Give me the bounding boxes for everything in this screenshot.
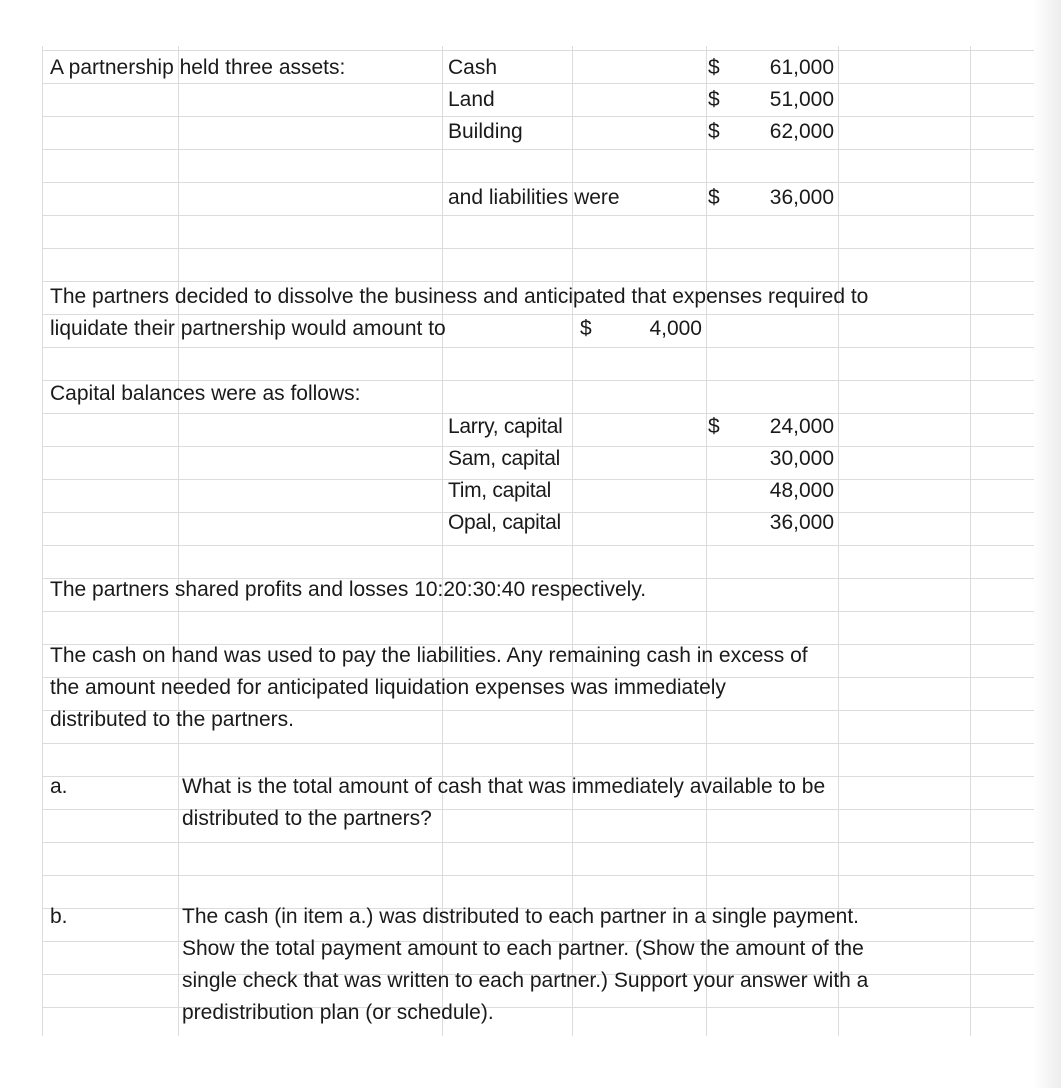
asset-amount-cash: 61,000 [769,56,834,79]
question-b-line-3: single check that was written to each partner.) Support your answer with a [182,969,869,992]
liabilities-currency: $ [708,186,720,209]
gridline [42,743,1034,744]
gridline [42,50,1034,51]
profit-sharing-ratio: The partners shared profits and losses 10:20:30:40 respectively. [50,578,647,601]
cash-usage-line-2: the amount needed for anticipated liquidation expenses was immediately [50,676,726,699]
capital-amount-tim: 48,000 [769,479,834,502]
gridline [838,46,839,1036]
gridline [42,611,1034,612]
asset-currency-cash: $ [708,56,720,79]
gridline [42,215,1034,216]
asset-amount-land: 51,000 [769,88,834,111]
asset-amount-building: 62,000 [769,120,834,143]
gridline [42,545,1034,546]
question-a-line-2: distributed to the partners? [182,807,432,830]
capital-amount-opal: 36,000 [769,511,834,534]
dissolution-amount: 4,000 [649,317,702,340]
liabilities-amount: 36,000 [769,186,834,209]
gridline [42,248,1034,249]
gridline [706,46,707,1036]
dissolution-line-1: The partners decided to dissolve the business and anticipated that expenses required to [50,285,869,308]
capital-label-larry: Larry, capital [448,415,563,438]
asset-label-building: Building [448,120,523,143]
question-b-marker: b. [50,905,68,928]
liabilities-label: and liabilities were [448,186,620,209]
gridline [42,347,1034,348]
gridline [42,46,43,1036]
asset-label-cash: Cash [448,56,498,79]
gridline [442,46,443,1036]
capital-intro: Capital balances were as follows: [50,382,361,405]
gridline [42,116,1034,117]
question-b-line-4: predistribution plan (or schedule). [182,1001,494,1024]
asset-label-land: Land [448,88,495,111]
assets-intro: A partnership held three assets: [50,56,346,79]
cash-usage-line-3: distributed to the partners. [50,708,294,731]
capital-amount-sam: 30,000 [769,447,834,470]
gridline [178,46,179,1036]
capital-label-sam: Sam, capital [448,447,560,470]
gridline [42,875,1034,876]
cash-usage-line-1: The cash on hand was used to pay the liabilities. Any remaining cash in excess of [50,644,808,667]
dissolution-currency: $ [580,317,592,340]
question-b-line-2: Show the total payment amount to each partner. (Show the amount of the [182,937,864,960]
capital-amount-larry: 24,000 [769,415,834,438]
edge-shadow [1033,0,1061,1088]
gridline [970,46,971,1036]
question-a-marker: a. [50,775,68,798]
asset-currency-land: $ [708,88,720,111]
question-b-line-1: The cash (in item a.) was distributed to each partner in a single payment. [182,905,860,928]
capital-label-opal: Opal, capital [448,511,561,534]
dissolution-line-2: liquidate their partnership would amount to [50,317,446,340]
question-a-line-1: What is the total amount of cash that was immediately available to be [182,775,826,798]
asset-currency-building: $ [708,120,720,143]
gridline [42,842,1034,843]
gridline [42,149,1034,150]
capital-label-tim: Tim, capital [448,479,551,502]
capital-currency: $ [708,415,720,438]
